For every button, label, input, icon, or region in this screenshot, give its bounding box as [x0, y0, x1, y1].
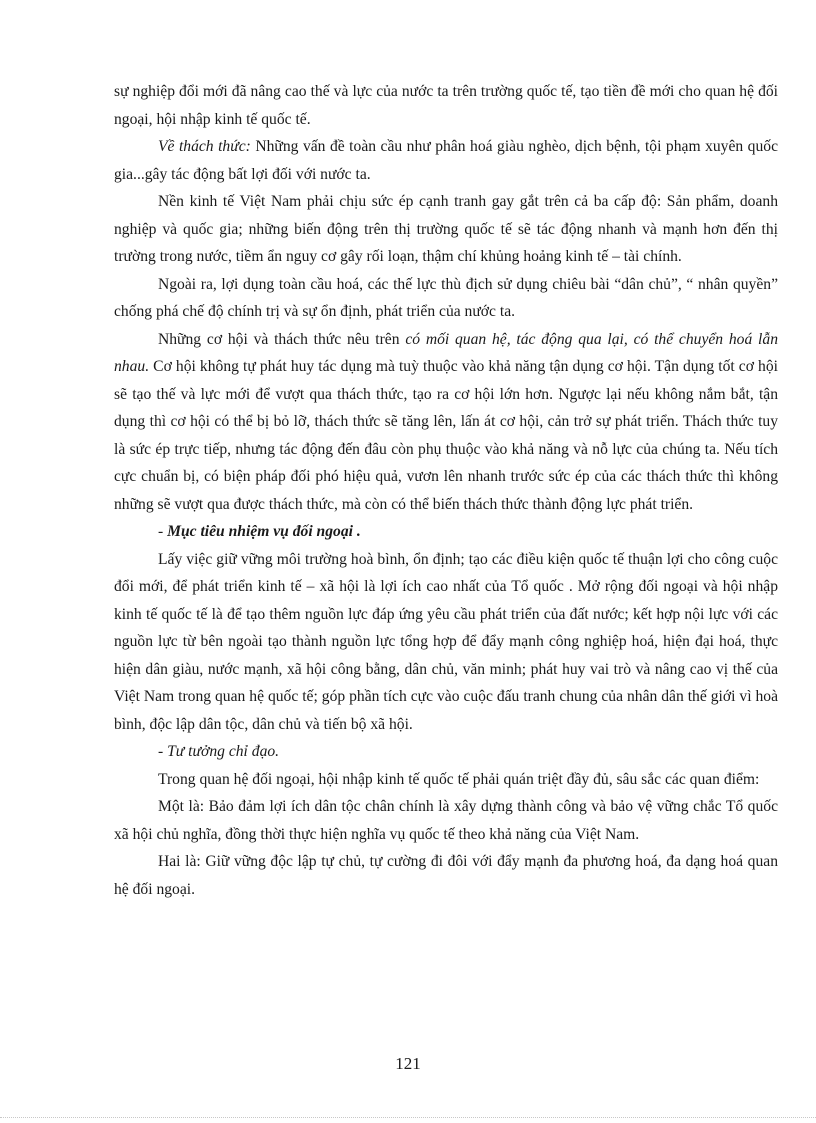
page-number: 121 — [395, 1054, 421, 1073]
paragraph-economy-pressure: Nền kinh tế Việt Nam phải chịu sức ép cạnh tranh gay gắt trên cả ba cấp độ: Sản phẩm, doanh nghiệp và quốc gia; những biến động trên thị trường quốc tế sẽ tác động nhanh và mạnh hơn đến thị trường trong nước, tiềm ẩn nguy cơ gây rối loạn, thậm chí khủng hoảng kinh tế – tài chính. — [114, 193, 778, 265]
paragraph-challenges — [114, 133, 778, 188]
heading-goals-text: Mục tiêu nhiệm vụ đối ngoại . — [167, 523, 361, 540]
paragraph-principle-one: Một là: Bảo đảm lợi ích dân tộc chân chính là xây dựng thành công và bảo vệ vững chắc Tổ quốc xã hội chủ nghĩa, đồng thời thực hiện nghĩa vụ quốc tế theo khả năng của Việt Nam. — [114, 798, 778, 843]
challenges-label: Về thách thức: — [158, 138, 251, 155]
paragraph-principle-two: Hai là: Giữ vững độc lập tự chủ, tự cường đi đôi với đẩy mạnh đa phương hoá, đa dạng hoá quan hệ đối ngoại. — [114, 853, 778, 898]
paragraph-principles-intro: Trong quan hệ đối ngoại, hội nhập kinh tế quốc tế phải quán triệt đầy đủ, sâu sắc các quan điểm: — [158, 770, 760, 788]
page-bottom-divider — [0, 1117, 816, 1118]
paragraph-opportunity-continuation: sự nghiệp đổi mới đã nâng cao thế và lực của nước ta trên trường quốc tế, tạo tiền đề mới cho quan hệ đối ngoại, hội nhập kinh tế quốc tế. — [114, 83, 778, 128]
paragraph-opportunity-challenge-relation — [114, 326, 778, 519]
paragraph-hostile-forces: Ngoài ra, lợi dụng toàn cầu hoá, các thế lực thù địch sử dụng chiêu bài “dân chủ”, “ nhân quyền” chống phá chế độ chính trị và sự ổn định, phát triển của nước ta. — [114, 275, 778, 320]
body-text — [114, 78, 778, 903]
paragraph-goals: Lấy việc giữ vững môi trường hoà bình, ổn định; tạo các điều kiện quốc tế thuận lợi cho công cuộc đổi mới, để phát triển kinh tế – xã hội là lợi ích cao nhất của Tổ quốc . Mở rộng đối ngoại và hội nhập kinh tế quốc tế là để tạo thêm nguồn lực đáp ứng yêu cầu phát triển của đất nước; kết hợp nội lực với các nguồn lực từ bên ngoài tạo thành nguồn lực tổng hợp để đẩy mạnh công nghiệp hoá, hiện đại hoá, thực hiện dân giàu, nước mạnh, xã hội công bằng, dân chủ, văn minh; phát huy vai trò và nâng cao vị thế của Việt Nam trong quan hệ quốc tế; góp phần tích cực vào cuộc đấu tranh chung của nhân dân thế giới vì hoà bình, độc lập dân tộc, dân chủ và tiến bộ xã hội. — [114, 550, 778, 733]
challenges-text: Những vấn đề toàn cầu như phân hoá giàu nghèo, dịch bệnh, tội phạm xuyên quốc gia...gây tác động bất lợi đối với nước ta. — [114, 138, 778, 183]
relation-lead: Những cơ hội và thách thức nêu trên — [158, 330, 406, 348]
heading-dash: - — [158, 523, 168, 540]
heading-guiding-ideology — [114, 738, 778, 766]
heading-dash: - — [158, 743, 168, 760]
relation-rest: Cơ hội không tự phát huy tác dụng mà tuỳ thuộc vào khả năng tận dụng cơ hội. Tận dụng tốt cơ hội sẽ tạo thế và lực mới để vượt qua thách thức, tạo ra cơ hội lớn hơn. Ngược lại nếu không nắm bắt, tận dụng thì cơ hội có thể bị bỏ lỡ, thách thức sẽ tăng lên, lấn át cơ hội, cản trở sự phát triển. Thách thức tuy là sức ép trực tiếp, nhưng tác động đến đâu còn phụ thuộc vào khả năng và nỗ lực của chúng ta. Nếu tích cực chuẩn bị, có biện pháp đối phó hiệu quả, vươn lên nhanh trước sức ép của các thách thức thì không những sẽ vượt qua được thách thức, mà còn có thể biến thách thức thành động lực phát triển. — [114, 358, 778, 513]
heading-ideology-text: Tư tưởng chỉ đạo. — [167, 743, 280, 760]
relation-emphasis: có mối quan hệ, tác động qua lại, có thể chuyển hoá lẫn nhau. — [114, 330, 778, 375]
heading-foreign-policy-goals — [114, 518, 778, 546]
